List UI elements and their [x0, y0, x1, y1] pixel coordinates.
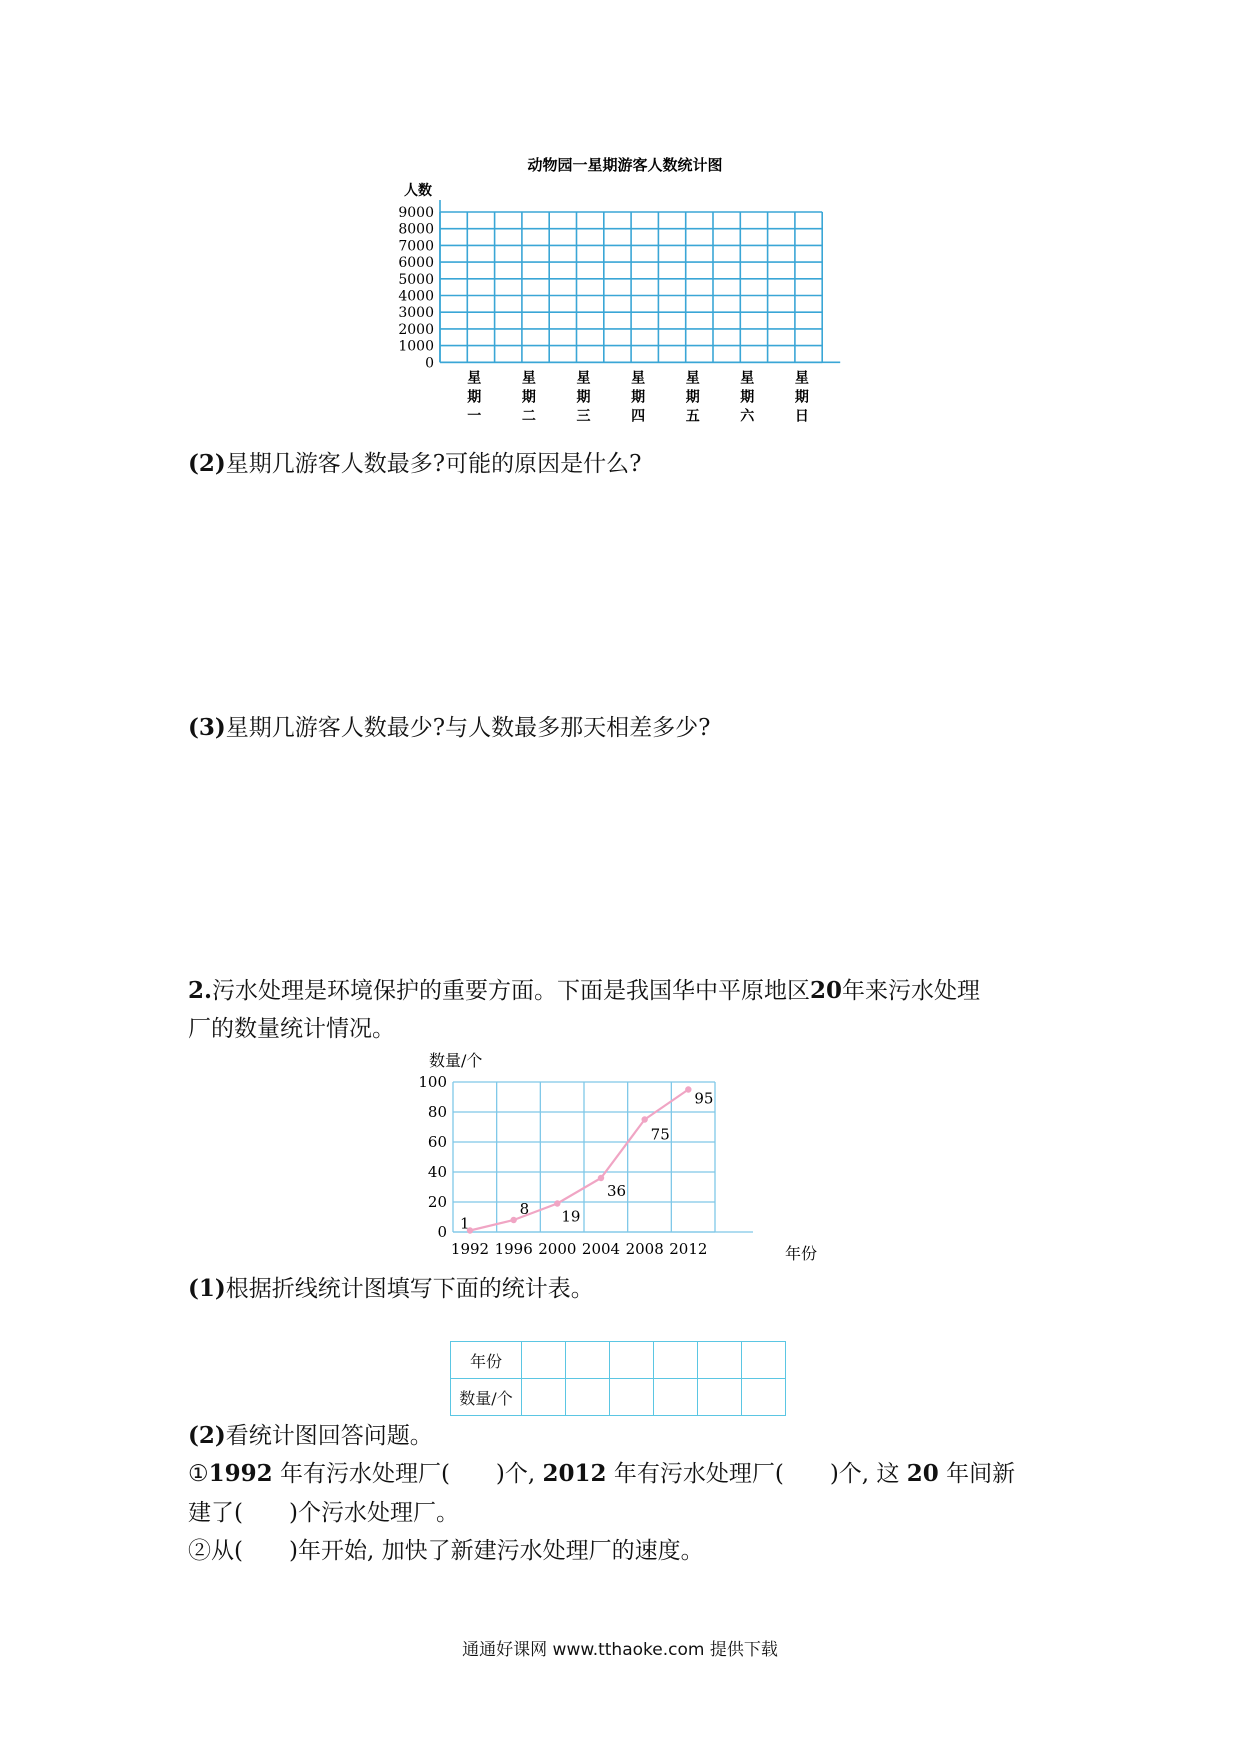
- x-tick-label: 2008: [625, 1240, 664, 1258]
- y-tick-label: 9000: [398, 205, 434, 221]
- table-cell[interactable]: [610, 1342, 654, 1379]
- y-tick-label: 0: [425, 355, 434, 372]
- y-tick-label: 8000: [398, 221, 434, 238]
- data-label: 95: [694, 1089, 714, 1108]
- problem-2-text-c: 年来污水处理: [842, 978, 981, 1004]
- question-3: [188, 712, 710, 744]
- year-1992: 1992: [208, 1460, 273, 1487]
- question-2: [188, 448, 641, 480]
- chart1-xticks: [467, 370, 809, 424]
- y-tick-label: 20: [427, 1193, 447, 1211]
- year-2012: 2012: [542, 1460, 607, 1487]
- data-point: [641, 1116, 647, 1122]
- question-2-text: 星期几游客人数最多?可能的原因是什么?: [225, 451, 642, 477]
- visitor-bar-chart: [390, 150, 860, 440]
- data-point: [554, 1200, 560, 1206]
- x-tick-label: 1996: [494, 1240, 533, 1258]
- y-tick-label: 2000: [398, 321, 434, 338]
- chart1-title: 动物园一星期游客人数统计图: [527, 156, 723, 174]
- table-header-year: 年份: [451, 1342, 522, 1379]
- problem-2-question-1-text: 根据折线统计图填写下面的统计表。: [225, 1276, 594, 1302]
- y-tick-label: 1000: [398, 338, 434, 355]
- x-tick-label: 2004: [581, 1240, 621, 1258]
- y-tick-label: 60: [427, 1133, 447, 1151]
- problem-2-question-1: [188, 1273, 594, 1305]
- x-tick-label: 1992: [450, 1240, 490, 1258]
- table-cell[interactable]: [698, 1379, 742, 1416]
- sub-question-1-text-f: 年间新: [938, 1461, 1016, 1487]
- table-header-count: 数量/个: [451, 1379, 522, 1416]
- footer-credit: 通通好课网 www.tthaoke.com 提供下载: [462, 1640, 778, 1660]
- data-label: 19: [561, 1207, 581, 1226]
- y-tick-label: 4000: [398, 288, 434, 305]
- x-tick-label: 星期一: [467, 370, 482, 425]
- x-tick-label: 星期三: [576, 370, 591, 425]
- x-tick-label: 星期六: [740, 370, 755, 425]
- chart1-ylabel: 人数: [404, 183, 432, 199]
- table-cell[interactable]: [654, 1342, 698, 1379]
- question-3-text: 星期几游客人数最少?与人数最多那天相差多少?: [225, 715, 711, 741]
- y-tick-label: 100: [418, 1073, 447, 1091]
- y-tick-label: 80: [427, 1103, 447, 1121]
- table-cell[interactable]: [522, 1379, 566, 1416]
- x-tick-label: 星期二: [521, 370, 536, 425]
- y-tick-label: 5000: [398, 271, 434, 288]
- y-tick-label: 0: [437, 1223, 447, 1241]
- sub-question-1-line-2: [188, 1497, 459, 1529]
- data-point: [510, 1217, 516, 1223]
- sub-question-1-text-line2: 建了( )个污水处理厂。: [188, 1500, 459, 1526]
- table-cell[interactable]: [742, 1379, 786, 1416]
- x-tick-label: 星期日: [794, 370, 809, 425]
- problem-2-line-1: [188, 975, 980, 1007]
- data-point: [598, 1175, 604, 1181]
- data-label: 8: [519, 1200, 530, 1218]
- chart2-xticks: [451, 1240, 708, 1258]
- problem-2-text-a: 污水处理是环境保护的重要方面。下面是我国华中平原地区: [212, 978, 811, 1004]
- sub-question-2-mark: ②: [188, 1538, 211, 1564]
- table-cell[interactable]: [566, 1342, 610, 1379]
- sub-question-2: [188, 1535, 704, 1567]
- table-cell[interactable]: [742, 1342, 786, 1379]
- problem-2-question-1-number: (1): [188, 1275, 226, 1302]
- table-cell[interactable]: [654, 1379, 698, 1416]
- problem-2-text-line2: 厂的数量统计情况。: [188, 1016, 395, 1042]
- chart1-grid: [440, 200, 840, 362]
- problem-2-question-2-number: (2): [188, 1422, 226, 1449]
- problem-2-number: 2.: [188, 977, 213, 1004]
- problem-2-years: 20: [810, 977, 843, 1004]
- sewage-plant-line-chart: [415, 1048, 835, 1273]
- y-tick-label: 40: [427, 1163, 447, 1181]
- problem-2-question-2-text: 看统计图回答问题。: [225, 1423, 433, 1449]
- y-tick-label: 3000: [398, 305, 434, 322]
- table-cell[interactable]: [698, 1342, 742, 1379]
- statistics-table: [450, 1341, 786, 1416]
- table-row: [451, 1342, 786, 1379]
- sub-question-1: [188, 1458, 1015, 1490]
- y-tick-label: 7000: [398, 238, 434, 255]
- data-label: 75: [650, 1125, 670, 1144]
- data-point: [685, 1086, 691, 1092]
- sub-question-1-text-b: 年有污水处理厂( )个,: [272, 1461, 543, 1487]
- table-cell[interactable]: [522, 1342, 566, 1379]
- chart2-ylabel: 数量/个: [429, 1051, 483, 1070]
- sub-question-1-text-d: 年有污水处理厂( )个, 这: [606, 1461, 907, 1487]
- problem-2-line-2: [188, 1013, 395, 1045]
- years-20: 20: [906, 1460, 939, 1487]
- x-tick-label: 2000: [538, 1240, 577, 1258]
- data-label: 36: [607, 1182, 627, 1200]
- chart1-yticks: [398, 205, 434, 371]
- sub-question-1-mark: ①: [188, 1461, 209, 1487]
- question-2-number: (2): [188, 450, 226, 477]
- chart2-series: [460, 1086, 713, 1233]
- sub-question-2-text: 从( )年开始, 加快了新建污水处理厂的速度。: [211, 1538, 704, 1564]
- table-cell[interactable]: [566, 1379, 610, 1416]
- question-3-number: (3): [188, 714, 226, 741]
- chart2-yticks: [418, 1073, 447, 1241]
- table-row: [451, 1379, 786, 1416]
- chart2-xlabel: 年份: [785, 1244, 818, 1263]
- problem-2-question-2: [188, 1420, 433, 1452]
- x-tick-label: 星期四: [631, 370, 646, 425]
- x-tick-label: 2012: [669, 1240, 708, 1258]
- x-tick-label: 星期五: [685, 370, 700, 425]
- table-cell[interactable]: [610, 1379, 654, 1416]
- data-label: 1: [460, 1214, 470, 1233]
- y-tick-label: 6000: [398, 255, 434, 272]
